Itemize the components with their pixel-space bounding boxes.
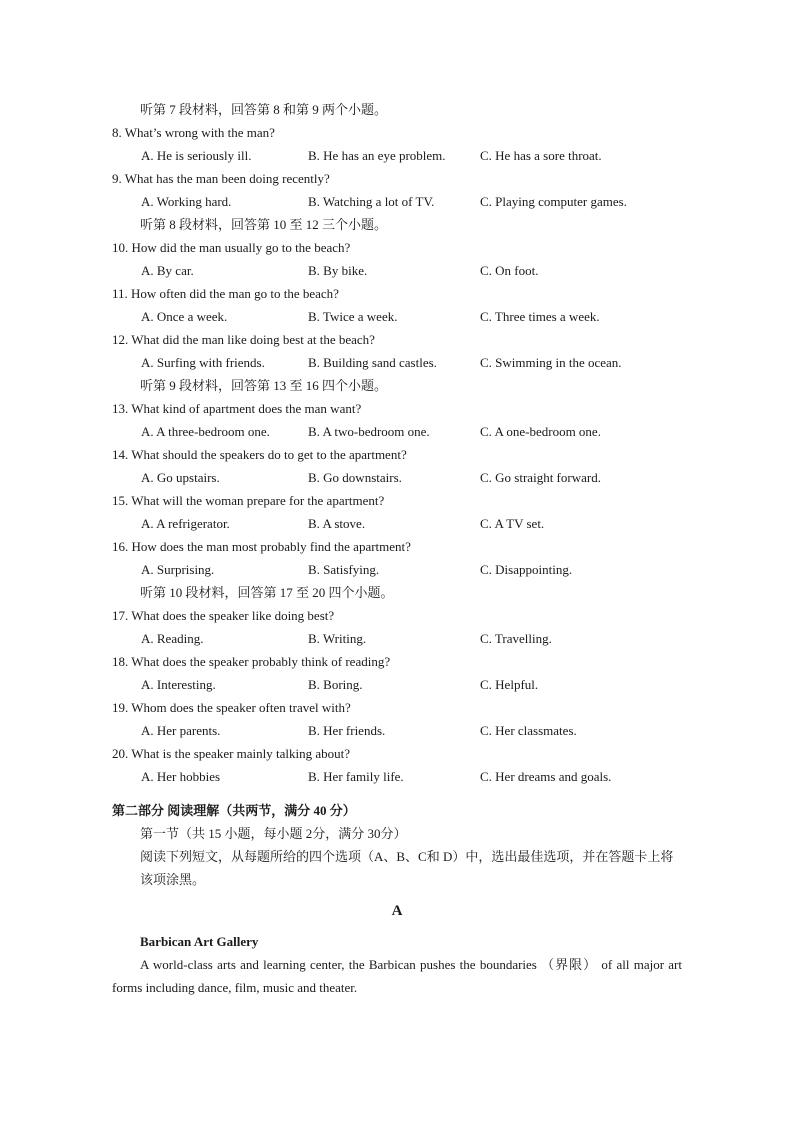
- option-c: C. Go straight forward.: [480, 470, 601, 485]
- option-row: [112, 305, 682, 328]
- question-stem: 17. What does the speaker like doing best?: [112, 608, 335, 623]
- option-a: A. Surfing with friends.: [141, 355, 265, 370]
- question-stem: 18. What does the speaker probably think of reading?: [112, 654, 391, 669]
- listening-section: [112, 98, 682, 788]
- option-a: A. Go upstairs.: [141, 470, 220, 485]
- section1-heading: 第一节（共 15 小题，每小题 2分，满分 30分）: [140, 826, 407, 841]
- option-a: A. By car.: [141, 263, 194, 278]
- section-instruction: 听第 8 段材料，回答第 10 至 12 三个小题。: [140, 217, 388, 232]
- page-content: [112, 98, 682, 999]
- option-c: C. Her classmates.: [480, 723, 577, 738]
- question-stem: 12. What did the man like doing best at the beach?: [112, 332, 375, 347]
- part2-heading: 第二部分 阅读理解（共两节，满分 40 分）: [112, 803, 356, 818]
- option-b: B. Her family life.: [308, 769, 404, 784]
- section-instruction: 听第 9 段材料，回答第 13 至 16 四个小题。: [140, 378, 388, 393]
- option-b: B. A stove.: [308, 516, 366, 531]
- option-b: B. Go downstairs.: [308, 470, 402, 485]
- option-b: B. Building sand castles.: [308, 355, 437, 370]
- option-row: [112, 351, 682, 374]
- question-stem: 9. What has the man been doing recently?: [112, 171, 330, 186]
- option-row: [112, 765, 682, 788]
- option-row: [112, 558, 682, 581]
- question-stem: 10. How did the man usually go to the beach?: [112, 240, 351, 255]
- option-c: C. A one-bedroom one.: [480, 424, 601, 439]
- option-row: [112, 466, 682, 489]
- option-b: B. Twice a week.: [308, 309, 398, 324]
- option-c: C. Playing computer games.: [480, 194, 627, 209]
- option-b: B. Writing.: [308, 631, 367, 646]
- option-b: B. Her friends.: [308, 723, 386, 738]
- option-c: C. On foot.: [480, 263, 539, 278]
- question-stem: 13. What kind of apartment does the man want?: [112, 401, 362, 416]
- option-b: B. Satisfying.: [308, 562, 380, 577]
- question-stem: 19. Whom does the speaker often travel with?: [112, 700, 351, 715]
- option-a: A. A three-bedroom one.: [141, 424, 270, 439]
- option-c: C. Swimming in the ocean.: [480, 355, 622, 370]
- option-row: [112, 673, 682, 696]
- option-c: C. Her dreams and goals.: [480, 769, 612, 784]
- option-row: [112, 512, 682, 535]
- section-instruction: 听第 10 段材料，回答第 17 至 20 四个小题。: [140, 585, 394, 600]
- option-b: B. A two-bedroom one.: [308, 424, 430, 439]
- question-stem: 20. What is the speaker mainly talking about?: [112, 746, 351, 761]
- option-c: C. Helpful.: [480, 677, 539, 692]
- option-b: B. Boring.: [308, 677, 363, 692]
- passage-letter: A: [391, 903, 403, 919]
- option-c: C. A TV set.: [480, 516, 545, 531]
- option-c: C. Disappointing.: [480, 562, 573, 577]
- option-row: [112, 719, 682, 742]
- question-stem: 14. What should the speakers do to get to the apartment?: [112, 447, 407, 462]
- option-a: A. Working hard.: [141, 194, 232, 209]
- option-row: [112, 144, 682, 167]
- option-a: A. Reading.: [141, 631, 204, 646]
- option-row: [112, 259, 682, 282]
- option-b: B. Watching a lot of TV.: [308, 194, 435, 209]
- option-a: A. Interesting.: [141, 677, 216, 692]
- reading-instruction: 阅读下列短文，从每题所给的四个选项（A、B、C和 D）中，选出最佳选项，并在答题卡上将该项涂黑。: [140, 849, 674, 887]
- question-stem: 8. What’s wrong with the man?: [112, 125, 275, 140]
- option-row: [112, 420, 682, 443]
- option-c: C. Three times a week.: [480, 309, 600, 324]
- option-a: A. He is seriously ill.: [141, 148, 252, 163]
- option-a: A. A refrigerator.: [141, 516, 230, 531]
- option-a: A. Once a week.: [141, 309, 228, 324]
- option-b: B. He has an eye problem.: [308, 148, 446, 163]
- option-c: C. Travelling.: [480, 631, 552, 646]
- option-a: A. Her parents.: [141, 723, 221, 738]
- option-b: B. By bike.: [308, 263, 368, 278]
- option-c: C. He has a sore throat.: [480, 148, 602, 163]
- section-instruction: 听第 7 段材料，回答第 8 和第 9 两个小题。: [140, 102, 388, 117]
- passage-text: A world-class arts and learning center, the Barbican pushes the boundaries （界限） of all major art forms including dance, film, music and theater.: [112, 957, 682, 995]
- question-stem: 11. How often did the man go to the beach?: [112, 286, 339, 301]
- option-a: A. Surprising.: [141, 562, 215, 577]
- option-a: A. Her hobbies: [141, 769, 221, 784]
- passage-title: Barbican Art Gallery: [140, 934, 259, 949]
- question-stem: 15. What will the woman prepare for the apartment?: [112, 493, 385, 508]
- question-stem: 16. How does the man most probably find the apartment?: [112, 539, 411, 554]
- option-row: [112, 627, 682, 650]
- option-row: [112, 190, 682, 213]
